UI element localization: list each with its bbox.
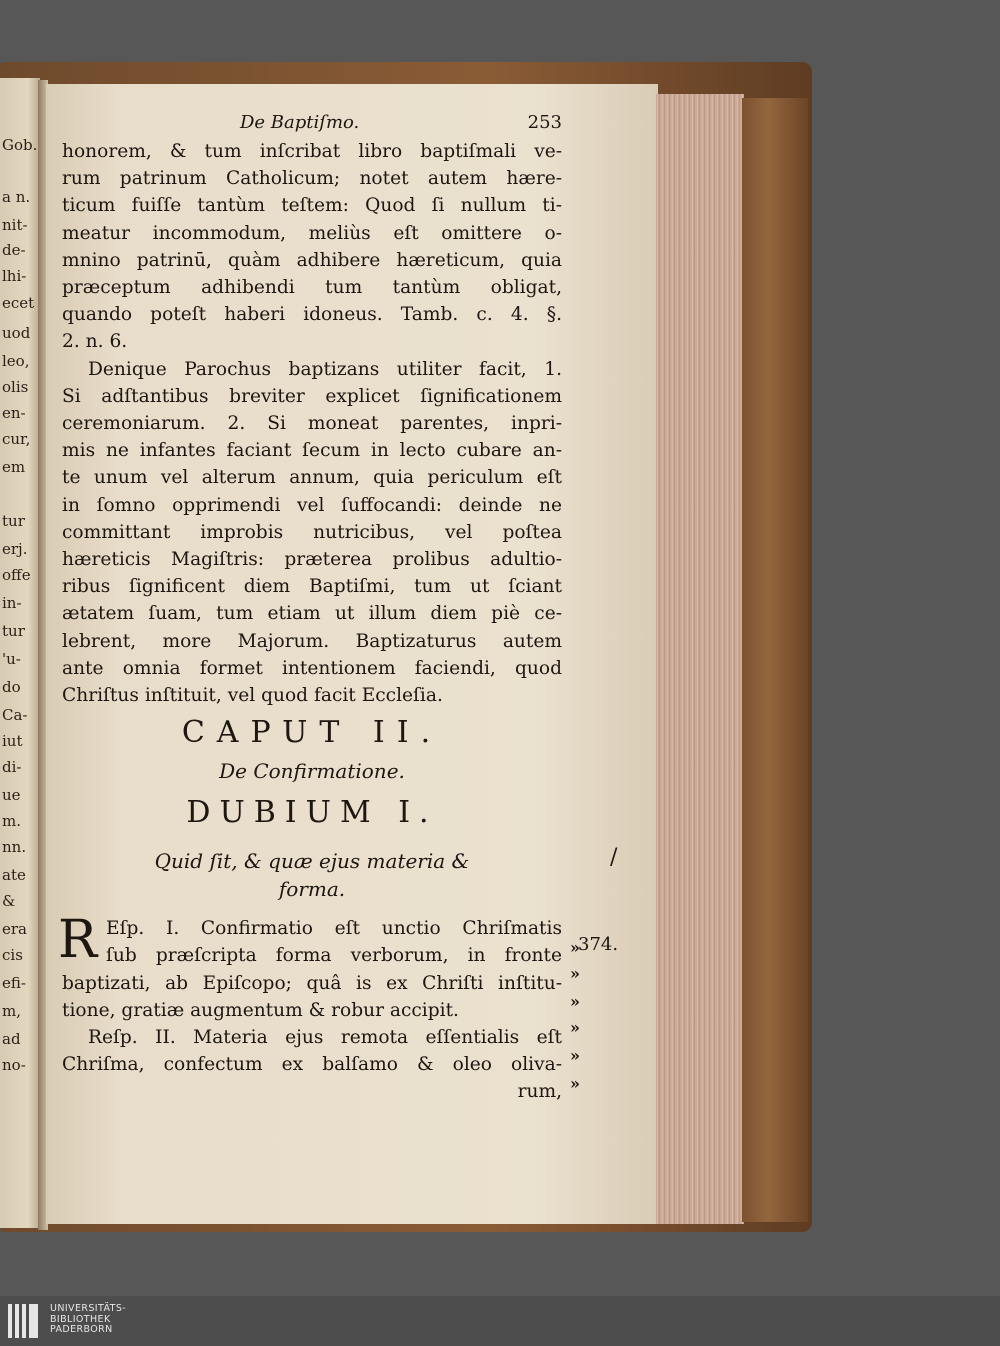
text-line: Eſp. I. Confirmatio eſt unctio Chriſmatis <box>106 918 562 940</box>
text-line: ribus ſignificent diem Baptiſmi, tum ut ſciant <box>62 576 562 598</box>
left-page-fragment: m. <box>2 812 21 830</box>
response-1 <box>58 910 562 1024</box>
left-page-fragment: & <box>2 892 16 910</box>
question-heading <box>62 847 562 903</box>
left-page-edge <box>0 78 40 1228</box>
text-line: mis ne infantes faciant ſecum in lecto cubare an- <box>62 440 562 462</box>
margin-quote-mark: » <box>570 938 580 957</box>
stray-pencil-mark: / <box>610 845 618 870</box>
text-line: ſub præſcripta forma verborum, in fronte <box>106 945 562 967</box>
text-line: ceremoniarum. 2. Si moneat parentes, inpri- <box>62 413 562 435</box>
margin-quote-mark: » <box>570 964 580 983</box>
left-page-fragment: ate <box>2 866 26 884</box>
text-line: Chriſtus inſtituit, vel quod facit Eccleſia. <box>62 685 443 707</box>
book-board <box>742 98 808 1222</box>
text-line: ticum fuiſſe tantùm teſtem: Quod ſi nullum ti- <box>62 195 562 217</box>
text-line: Denique Parochus baptizans utiliter facit, 1. <box>88 358 562 380</box>
left-page-fragment: iut <box>2 732 23 750</box>
text-line: ætatem ſuam, tum etiam ut illum diem piè ce- <box>62 603 562 625</box>
text-line: 2. n. 6. <box>62 331 128 353</box>
text-line: præceptum adhibendi tum tantùm obligat, <box>62 277 562 299</box>
left-page-fragment: leo, <box>2 352 30 370</box>
left-page-fragment: m, <box>2 1002 21 1020</box>
left-page-fragment: tur <box>2 622 25 640</box>
page-number: 253 <box>527 112 562 133</box>
margin-quote-mark: » <box>570 992 580 1011</box>
text-line: Reſp. II. Materia ejus remota eſſentialis eſt <box>88 1027 562 1049</box>
question-line: Quid ſit, & quæ ejus materia & <box>154 849 470 874</box>
section-heading: DUBIUM I. <box>186 795 438 831</box>
text-line: honorem, & tum inſcribat libro baptiſmali ve- <box>62 141 562 162</box>
margin-number: 374. <box>578 934 619 955</box>
text-line: ante omnia formet intentionem faciendi, quod <box>62 657 562 679</box>
left-page-fragment: in- <box>2 594 22 612</box>
left-page-fragment: de- <box>2 241 26 259</box>
left-page-fragment: olis <box>2 378 29 396</box>
left-page-fragment: era <box>2 920 27 938</box>
left-page-fragment: en- <box>2 404 26 422</box>
text-line: quando poteſt haberi idoneus. Tamb. c. 4. §. <box>62 304 562 326</box>
left-page-fragment: ad <box>2 1030 21 1048</box>
left-page-fragment: tur <box>2 512 25 530</box>
drop-cap: R <box>58 910 98 971</box>
chapter-heading: CAPUT II. <box>181 715 443 751</box>
logo-line: UNIVERSITÄTS- <box>50 1303 127 1314</box>
left-page-fragment: no- <box>2 1056 26 1074</box>
left-page-fragment: Gob. <box>2 136 38 154</box>
logo-line: PADERBORN <box>50 1324 113 1335</box>
text-line: te unum vel alterum annum, quia periculum eſt <box>62 467 562 489</box>
running-header <box>62 112 562 138</box>
left-page-fragment: ecet <box>2 294 35 312</box>
library-logo-text <box>50 1304 126 1336</box>
left-page-fragment: ue <box>2 786 21 804</box>
margin-quote-mark: » <box>570 1018 580 1037</box>
text-line: mnino patrinū, quàm adhibere hæreticum, quia <box>62 249 562 271</box>
left-page-fragment: do <box>2 678 21 696</box>
margin-quote-mark: » <box>570 1074 580 1093</box>
left-page-fragment: cis <box>2 946 23 964</box>
left-page-fragment: Ca- <box>2 706 28 724</box>
text-line: in ſomno opprimendi vel ſuffocandi: deinde ne <box>62 494 562 516</box>
left-page-fragment: efi- <box>2 974 26 992</box>
left-page-fragment: lhi- <box>2 267 27 285</box>
left-page-fragment: 'u- <box>2 650 21 668</box>
library-logo-icon <box>8 1304 44 1338</box>
page-fore-edge <box>656 94 744 1224</box>
left-page-fragment: uod <box>2 324 31 342</box>
left-page-fragment: di- <box>2 758 22 776</box>
text-line: lebrent, more Majorum. Baptizaturus autem <box>62 630 562 652</box>
catchword: rum, <box>517 1081 562 1103</box>
chapter-subtitle: De Confirmatione. <box>219 759 405 784</box>
left-page-fragment: a n. <box>2 188 31 206</box>
response-2 <box>62 1024 562 1106</box>
left-page-fragment: cur, <box>2 430 31 448</box>
text-line: Chriſma, confectum ex balſamo & oleo oliva- <box>62 1054 562 1076</box>
left-page-fragment: erj. <box>2 540 28 558</box>
paragraph-2 <box>62 356 562 710</box>
running-title: De Baptiſmo. <box>240 112 360 133</box>
logo-line: BIBLIOTHEK <box>50 1313 111 1325</box>
paragraph-1 <box>62 138 562 356</box>
text-line: rum patrinum Catholicum; notet autem hære- <box>62 168 562 190</box>
text-line: hæreticis Magiſtris: præterea prolibus adultio- <box>62 549 562 571</box>
left-page-fragment: em <box>2 458 26 476</box>
question-line: forma. <box>278 877 346 902</box>
left-page-fragment: nn. <box>2 838 27 856</box>
text-line: tione, gratiæ augmentum & robur accipit. <box>62 999 459 1021</box>
text-line: meatur incommodum, meliùs eſt omittere o- <box>62 222 562 244</box>
text-line: committant improbis nutricibus, vel poſtea <box>62 521 562 543</box>
left-page-fragment: nit- <box>2 216 28 234</box>
library-footer-bar <box>0 1296 1000 1346</box>
text-line: Si adſtantibus breviter explicet ſignificationem <box>62 385 562 407</box>
margin-quote-mark: » <box>570 1046 580 1065</box>
left-page-fragment: offe <box>2 566 31 584</box>
page-text <box>58 112 580 1106</box>
text-line: baptizati, ab Epiſcopo; quâ is ex Chriſti inſtitu- <box>62 972 562 994</box>
